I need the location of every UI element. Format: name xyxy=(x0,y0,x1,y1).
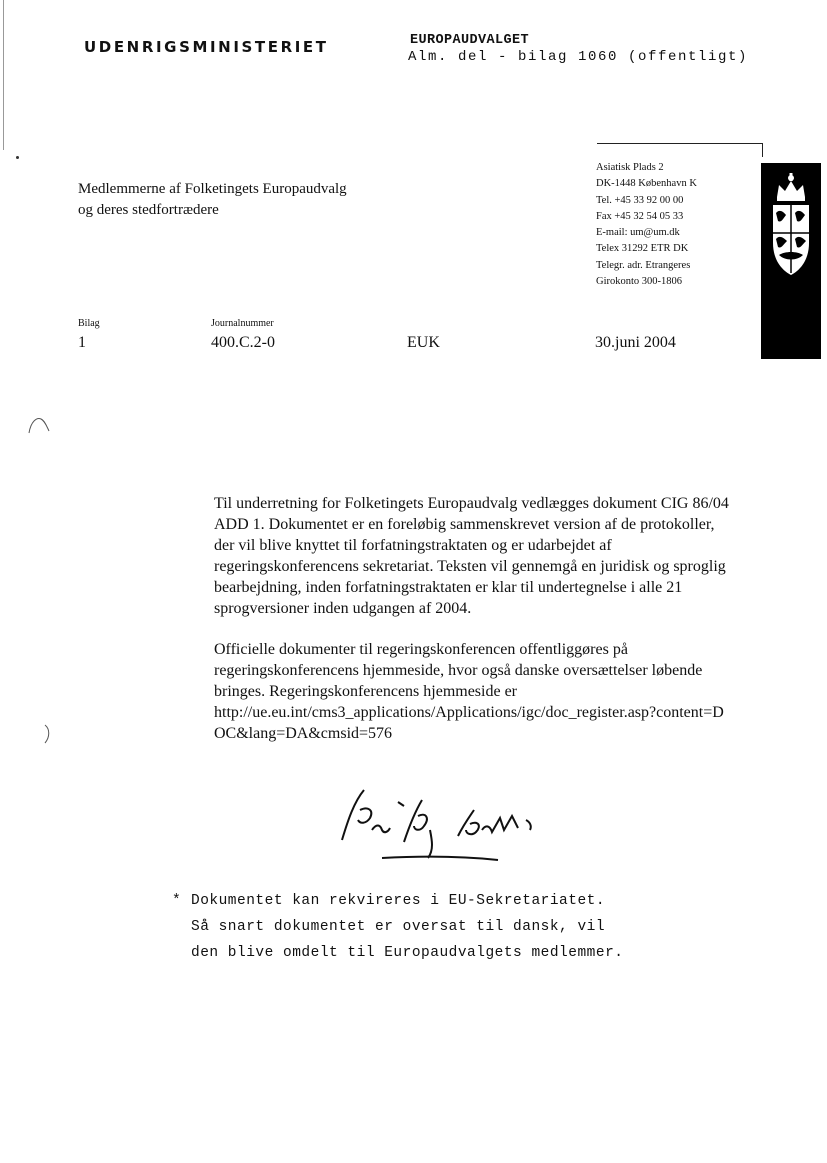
scan-mark xyxy=(42,723,54,745)
address-city: DK-1448 København K xyxy=(596,178,697,190)
address-giro: Girokonto 300-1806 xyxy=(596,276,683,288)
journal-label: Journalnummer xyxy=(211,318,274,329)
footnote xyxy=(172,888,623,966)
letter-body xyxy=(214,493,734,744)
journal-value: 400.C.2-0 xyxy=(211,334,275,351)
address-email: E-mail: um@um.dk xyxy=(596,227,680,239)
scan-edge-line xyxy=(3,0,4,150)
footnote-marker: * xyxy=(172,893,182,909)
address-fax: Fax +45 32 54 05 33 xyxy=(596,210,684,222)
recipient-line: og deres stedfortrædere xyxy=(78,202,219,218)
footnote-line: Så snart dokumentet er oversat til dansk, vil xyxy=(191,919,606,935)
recipient-block xyxy=(78,179,347,221)
address-tel: Tel. +45 33 92 00 00 xyxy=(596,194,684,206)
ministry-name: UDENRIGSMINISTERIET xyxy=(84,38,329,56)
address-block xyxy=(596,160,697,290)
handwritten-signature xyxy=(330,780,560,870)
office-code: EUK xyxy=(407,334,440,351)
bilag-label: Bilag xyxy=(78,318,100,329)
address-telegram: Telegr. adr. Etrangeres xyxy=(596,259,691,271)
footnote-line: Dokumentet kan rekvireres i EU-Sekretariatet. xyxy=(191,893,606,909)
address-rule xyxy=(762,143,763,157)
recipient-line: Medlemmerne af Folketingets Europaudvalg xyxy=(78,181,347,197)
body-paragraph: Til underretning for Folketingets Europaudvalg vedlægges dokument CIG 86/04 ADD 1. Dokumentet er en foreløbig sammenskrevet version af de protokoller, der vil blive knyttet til forfatningstraktaten og er udarbejdet af regeringskonferencens sekretariat. Teksten vil gennemgå en juridisk og sproglig bearbejdning, inden forfatningstraktaten er klar til undertegnelse i alle 21 sprogversioner inden udgangen af 2004. xyxy=(214,495,729,617)
footnote-line: den blive omdelt til Europaudvalgets medlemmer. xyxy=(191,945,624,961)
body-paragraph: Officielle dokumenter til regeringskonferencen offentliggøres på regeringskonferencens hjemmeside, hvor også danske oversættelser løbende bringes. Regeringskonferencens hjemmeside er xyxy=(214,641,703,700)
document-reference: Alm. del - bilag 1060 (offentligt) xyxy=(408,49,749,65)
address-telex: Telex 31292 ETR DK xyxy=(596,243,689,255)
letter-date: 30.juni 2004 xyxy=(595,334,676,351)
coat-of-arms-block xyxy=(761,163,821,359)
scan-mark xyxy=(27,413,55,435)
address-street: Asiatisk Plads 2 xyxy=(596,162,664,173)
address-rule xyxy=(597,143,763,144)
website-url: http://ue.eu.int/cms3_applications/Applications/igc/doc_register.asp?content=DOC&lang=DA&cmsid=576 xyxy=(214,704,724,742)
crown-shield-icon xyxy=(769,173,813,283)
scan-speck xyxy=(16,156,19,159)
bilag-value: 1 xyxy=(78,334,86,351)
committee-stamp: EUROPAUDVALGET xyxy=(410,33,530,48)
